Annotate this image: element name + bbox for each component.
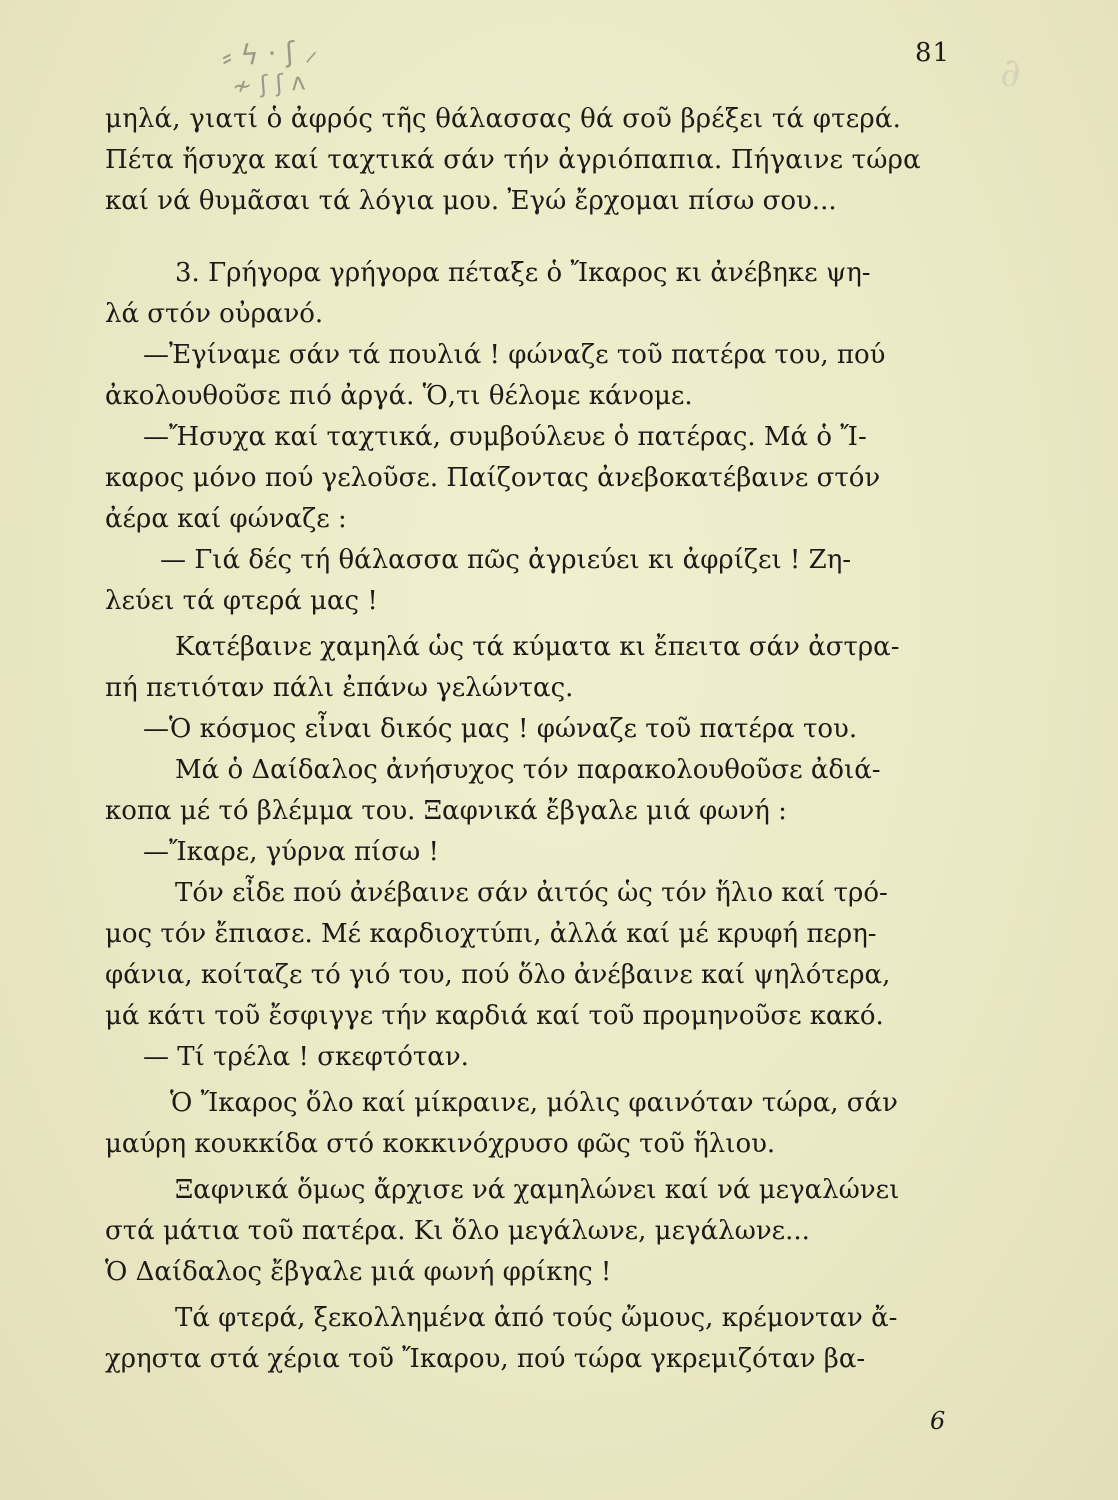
text-line: μηλά, γιατί ὁ ἀφρός τῆς θάλασσας θά σοῦ βρέξει τά φτερά. <box>105 104 902 134</box>
text-line: Ὁ Ἴκαρος ὅλο καί μίκραινε, μόλις φαινόταν τώρα, σάν <box>170 1088 898 1118</box>
text-line: Ξαφνικά ὅμως ἄρχισε νά χαμηλώνει καί νά μεγαλώνει <box>175 1175 900 1205</box>
text-line: 3. Γρήγορα γρήγορα πέταξε ὁ Ἴκαρος κι ἀνέβηκε ψη- <box>175 258 871 288</box>
text-line: — Τί τρέλα ! σκεφτόταν. <box>143 1042 469 1072</box>
text-line: —Ἐγίναμε σάν τά πουλιά ! φώναζε τοῦ πατέρα του, πού <box>143 340 886 370</box>
handwritten-scribble-2: ≁ ʃ ʃ ʌ <box>231 67 307 101</box>
text-line: ἀέρα καί φώναζε : <box>105 504 347 534</box>
text-line: λά στόν οὐρανό. <box>105 299 324 329</box>
bleed-through-mark: ∂ <box>1000 50 1023 96</box>
text-line: στά μάτια τοῦ πατέρα. Κι ὅλο μεγάλωνε, μεγάλωνε... <box>105 1216 810 1246</box>
text-line: ἀκολουθοῦσε πιό ἀργά. Ὅ,τι θέλομε κάνομε. <box>105 381 693 411</box>
text-line: λεύει τά φτερά μας ! <box>105 586 378 616</box>
text-line: Μά ὁ Δαίδαλος ἀνήσυχος τόν παρακολουθοῦσε ἀδιά- <box>175 755 881 785</box>
text-line: —Ἴκαρε, γύρνα πίσω ! <box>143 837 439 867</box>
text-line: φάνια, κοίταζε τό γιό του, πού ὅλο ἀνέβαινε καί ψηλότερα, <box>105 960 891 990</box>
text-line: κοπα μέ τό βλέμμα του. Ξαφνικά ἔβγαλε μιά φωνή : <box>105 796 787 826</box>
text-line: μος τόν ἔπιασε. Μέ καρδιοχτύπι, ἀλλά καί μέ κρυφή περη- <box>105 919 877 949</box>
text-line: χρηστα στά χέρια τοῦ Ἴκαρου, πού τώρα γκρεμιζόταν βα- <box>105 1344 866 1374</box>
text-line: καρος μόνο πού γελοῦσε. Παίζοντας ἀνεβοκατέβαινε στόν <box>105 463 881 493</box>
text-line: Τόν εἶδε πού ἀνέβαινε σάν ἀιτός ὡς τόν ἥλιο καί τρό- <box>175 878 888 908</box>
handwritten-scribble: ⸗ ϟ · ʃ ⸝ <box>221 33 319 74</box>
text-line: καί νά θυμᾶσαι τά λόγια μου. Ἐγώ ἔρχομαι πίσω σου... <box>105 186 837 216</box>
page-number: 81 <box>915 38 951 68</box>
text-line: Κατέβαινε χαμηλά ὡς τά κύματα κι ἔπειτα σάν ἀστρα- <box>175 632 900 662</box>
text-line: —Ἤσυχα καί ταχτικά, συμβούλευε ὁ πατέρας. Μά ὁ Ἴ- <box>143 422 867 452</box>
text-line: — Γιά δές τή θάλασσα πῶς ἀγριεύει κι ἀφρίζει ! Ζη- <box>160 545 852 575</box>
text-line: πή πετιόταν πάλι ἐπάνω γελώντας. <box>105 673 574 703</box>
text-line: Πέτα ἥσυχα καί ταχτικά σάν τήν ἀγριόπαπια. Πήγαινε τώρα <box>105 145 921 175</box>
text-line: Τά φτερά, ξεκολλημένα ἀπό τούς ὤμους, κρέμονταν ἄ- <box>175 1303 898 1333</box>
text-line: —Ὁ κόσμος εἶναι δικός μας ! φώναζε τοῦ πατέρα του. <box>143 714 858 744</box>
text-line: μά κάτι τοῦ ἔσφιγγε τήν καρδιά καί τοῦ προμηνοῦσε κακό. <box>105 1001 884 1031</box>
signature-mark: 6 <box>930 1407 946 1435</box>
text-line: Ὁ Δαίδαλος ἔβγαλε μιά φωνή φρίκης ! <box>105 1257 612 1287</box>
text-line: μαύρη κουκκίδα στό κοκκινόχρυσο φῶς τοῦ ἥλιου. <box>105 1129 776 1159</box>
